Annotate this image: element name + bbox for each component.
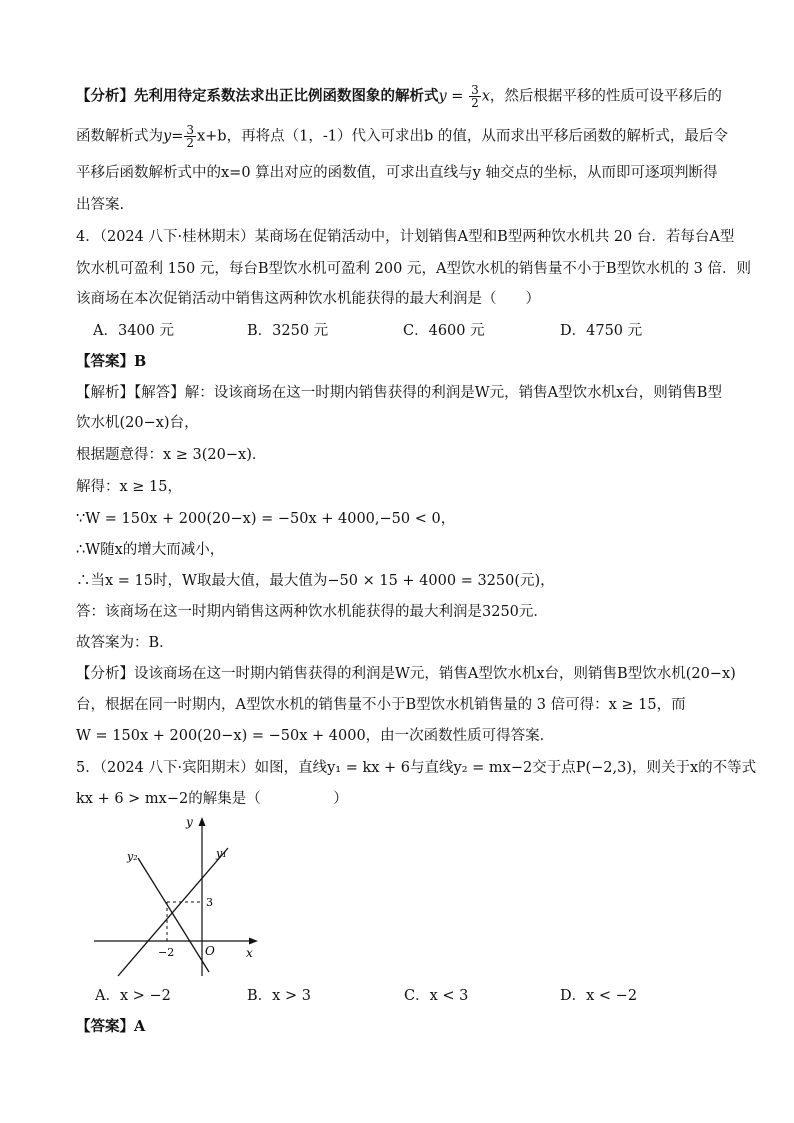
q4-analysis-1: 【分析】设该商场在这一时期内销售获得的利润是W元，销售A型饮水机x台，则销售B型饮水机(20−x) xyxy=(76,666,736,682)
q4-line1: 4．（2024 八下·桂林期末）某商场在促销活动中，计划销售A型和B型两种饮水机共 20 台．若每台A型 xyxy=(76,229,735,245)
analysis3-text-2a: 函数解析式为 xyxy=(76,128,163,145)
analysis3-line4: 出答案. xyxy=(76,197,125,213)
q4-analysis-3: W = 150x + 200(20−x) = −50x + 4000，由一次函数性质可得答案． xyxy=(76,728,555,744)
q4-solution-7: ∴当x = 15时，W取最大值，最大值为−50 × 15 + 4000 = 3250(元)， xyxy=(76,573,555,589)
q5-answer: 【答案】A xyxy=(76,1018,146,1035)
tick-label-x: −2 xyxy=(158,946,175,959)
q5-option-c: C．x < 3 xyxy=(404,988,469,1004)
analysis3-text-1b: ，然后根据平移的性质可设平移后的 xyxy=(489,88,722,105)
q5-option-d: D．x < −2 xyxy=(560,988,638,1004)
analysis3-text-2b: ，再将点（1，-1）代入可求出b 的值，从而求出平移后函数的解析式，最后令 xyxy=(226,128,728,145)
analysis3-formula2-rest: x+b xyxy=(196,128,227,145)
q4-option-d: D．4750 元 xyxy=(560,323,643,339)
q4-solution-9: 故答案为：B． xyxy=(76,635,174,651)
analysis3-line3: 平移后函数解析式中的x=0 算出对应的函数值，可求出直线与y 轴交点的坐标，从而即可逐项判断得 xyxy=(76,165,718,181)
q4-option-c: C．4600 元 xyxy=(403,323,485,339)
fraction-denominator: 2 xyxy=(471,96,479,110)
fraction-denominator: 2 xyxy=(186,136,194,150)
y-axis-label: y xyxy=(186,815,193,829)
analysis3-formula-lhs: y = xyxy=(438,88,469,105)
q4-analysis-2: 台，根据在同一时期内，A型饮水机的销售量不小于B型饮水机销售量的 3 倍可得：x ≥ 15，而 xyxy=(76,697,686,713)
x-axis-label: x xyxy=(246,946,253,960)
q4-solution-1: 【解析】【解答】解：设该商场在这一时期内销售获得的利润是W元，销售A型饮水机x台，则销售B型 xyxy=(76,385,722,401)
q4-solution-3: 根据题意得：x ≥ 3(20−x)． xyxy=(76,447,267,463)
q4-solution-6: ∴W随x的增大而减小， xyxy=(76,542,225,558)
tick-label-y: 3 xyxy=(206,896,213,909)
analysis3-formula-var: x xyxy=(481,88,490,105)
q4-line3: 该商场在本次促销活动中销售这两种饮水机能获得的最大利润是（ ） xyxy=(76,291,540,307)
y2-label: y₂ xyxy=(127,850,138,863)
fraction-numerator: 3 xyxy=(471,83,479,97)
y-axis-arrow-icon xyxy=(199,817,206,826)
q5-option-a: A．x > −2 xyxy=(95,988,171,1004)
q4-answer: 【答案】B xyxy=(76,353,147,370)
q5-line2: kx + 6 > mx−2的解集是（ ） xyxy=(76,791,348,807)
fraction-numerator: 3 xyxy=(186,123,194,137)
q5-option-b: B．x > 3 xyxy=(247,988,311,1004)
analysis3-text-1a: 【分析】先利用待定系数法求出正比例函数图象的解析式 xyxy=(76,87,439,105)
origin-label: O xyxy=(205,944,215,958)
y1-label: y₁ xyxy=(216,847,227,860)
q4-option-a: A．3400 元 xyxy=(93,323,174,339)
q4-line2: 饮水机可盈利 150 元，每台B型饮水机可盈利 200 元，A型饮水机的销售量不小于B型饮水机的 3 倍．则 xyxy=(76,261,752,277)
x-axis-arrow-icon xyxy=(249,938,258,945)
q5-line1: 5．（2024 八下·宾阳期末）如图，直线y₁ = kx + 6与直线y₂ = mx−2交于点P(−2,3)，则关于x的不等式 xyxy=(76,760,757,776)
q4-option-b: B．3250 元 xyxy=(247,323,329,339)
q4-solution-8: 答：该商场在这一时期内销售这两种饮水机能获得的最大利润是3250元． xyxy=(76,604,548,620)
q4-solution-5: ∵W = 150x + 200(20−x) = −50x + 4000,−50 < 0， xyxy=(76,511,456,527)
q4-solution-2: 饮水机(20−x)台， xyxy=(76,415,199,431)
q4-solution-4: 解得：x ≥ 15， xyxy=(76,479,182,495)
analysis3-formula2-lhs: y= xyxy=(163,128,184,145)
